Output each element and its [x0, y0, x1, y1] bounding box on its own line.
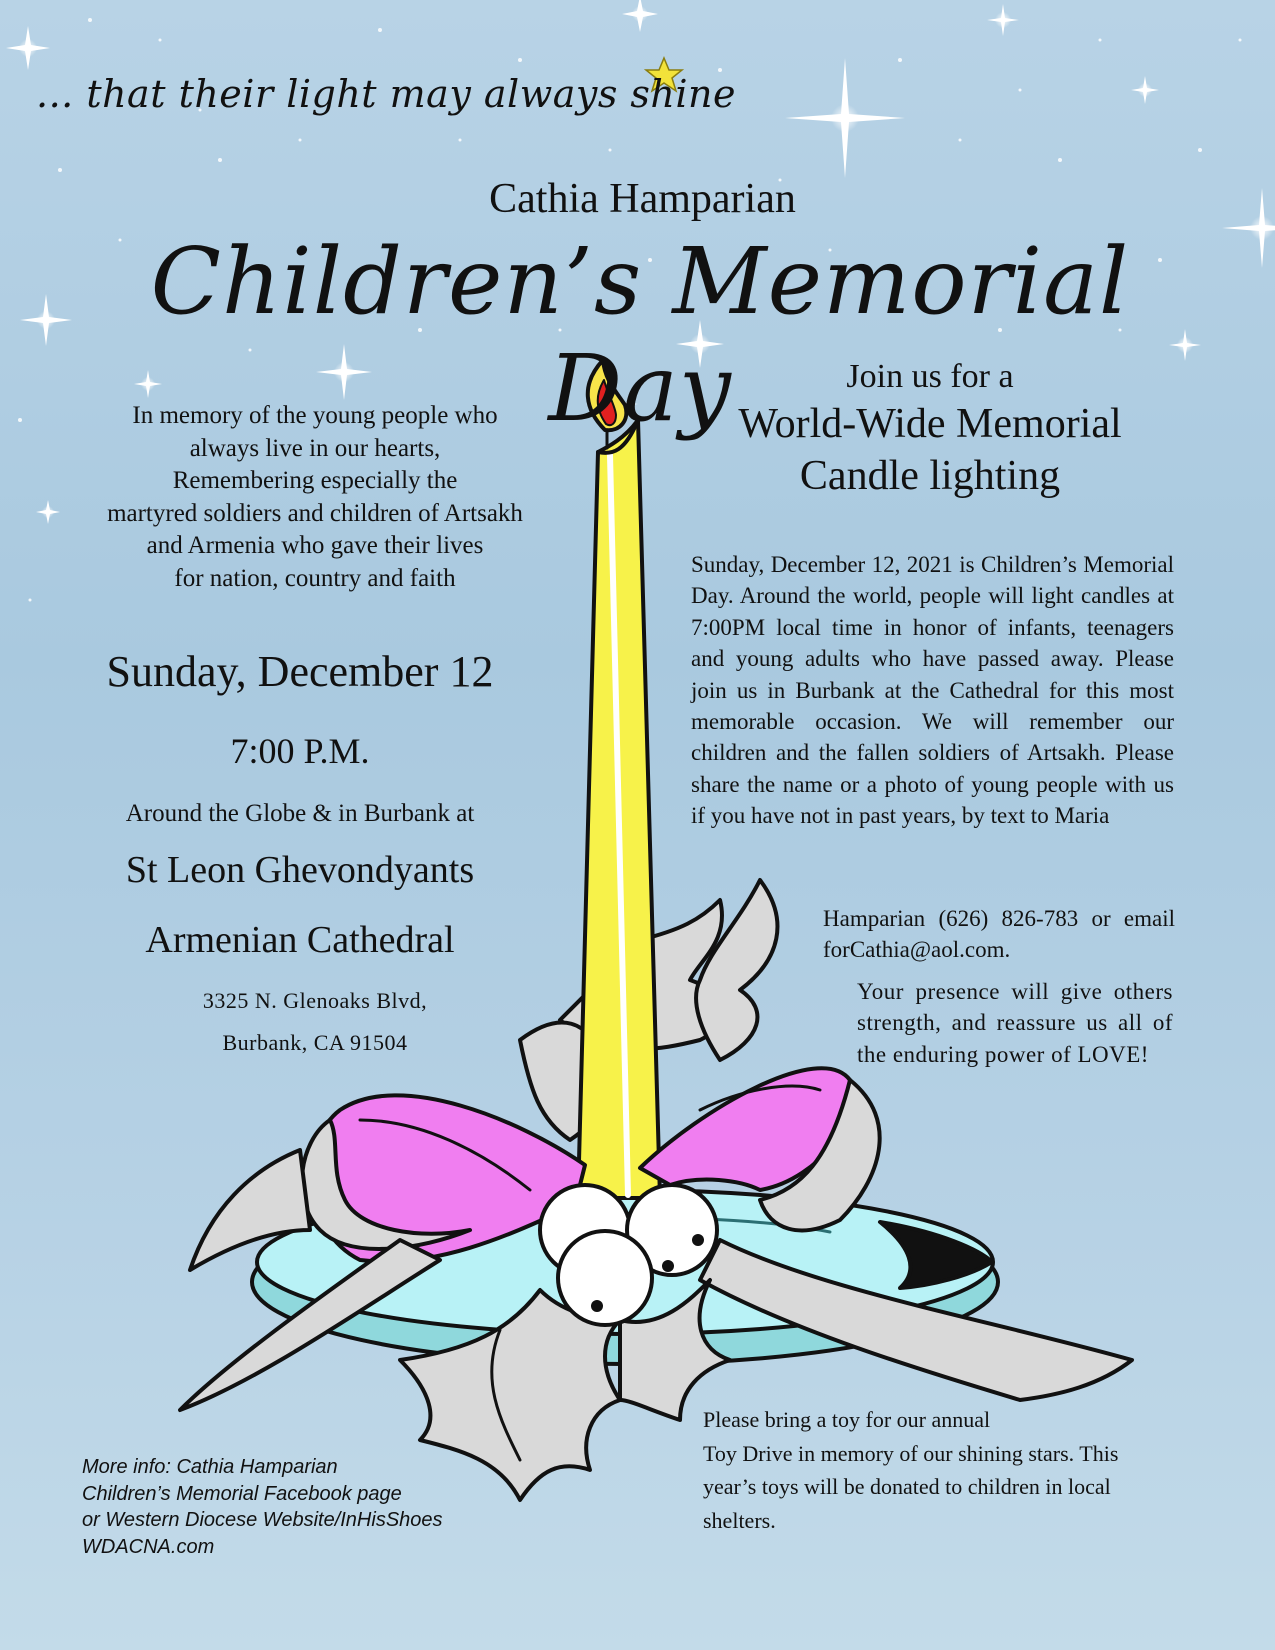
address-street: 3325 N. Glenoaks Blvd, — [202, 988, 428, 1013]
event-description: Sunday, December 12, 2021 is Children’s Memorial Day. Around the world, people will light candles at 7:00PM local time in honor of infants, teenagers and young adults who have passed away. Please join us in Burbank at the Cathedral for this most memorable occasion. We will remember our children and the fallen soldiers of Artsakh. Please share the name or a photo of young people with us if you have not in past years, by text to Maria — [691, 552, 1174, 829]
church-name-line1: St Leon Ghevondyants — [125, 849, 475, 891]
memory-line: always live in our hearts, — [189, 434, 441, 462]
memory-line: for nation, country and faith — [174, 564, 456, 592]
church-name-line2: Armenian Cathedral — [145, 919, 455, 961]
sparkle-icon — [987, 4, 1019, 36]
toy-drive-note — [703, 1403, 1203, 1537]
join-heading-line1: Join us for a — [846, 358, 1014, 395]
more-info-link: WDACNA.com — [82, 1535, 215, 1558]
sparkle-icon — [1131, 76, 1159, 104]
toy-line: year’s toys will be donated to children in local — [703, 1474, 1111, 1499]
join-heading-line2: World-Wide Memorial — [738, 401, 1122, 447]
contact-info: Hamparian (626) 826-783 or email forCathia@aol.com. — [823, 906, 1175, 963]
sparkle-icon — [785, 58, 905, 178]
page-title: Children’s Memorial Day — [150, 228, 1130, 442]
memory-dedication — [50, 400, 580, 595]
memory-line: martyred soldiers and children of Artsakh — [107, 499, 523, 527]
event-date: Sunday, December 12 — [106, 647, 494, 696]
toy-line: Toy Drive in memory of our shining stars. This — [703, 1440, 1119, 1466]
toy-line: Please bring a toy for our annual — [703, 1407, 991, 1432]
event-location-intro: Around the Globe & in Burbank at — [125, 800, 475, 827]
address-city: Burbank, CA 91504 — [222, 1030, 408, 1055]
closing-message: Your presence will give others strength, and reassure us all of the enduring power of LOVE! — [857, 979, 1173, 1067]
more-info-line: Children’s Memorial Facebook page — [82, 1482, 402, 1505]
tagline: ... that their light may always shine — [36, 72, 737, 116]
memory-line: Remembering especially the — [172, 467, 458, 494]
join-heading-line3: Candle lighting — [799, 453, 1061, 499]
more-info — [82, 1454, 502, 1560]
sparkle-icon — [622, 0, 658, 32]
honoree-name: Cathia Hamparian — [489, 176, 796, 222]
more-info-line: or Western Diocese Website/InHisShoes — [82, 1509, 443, 1531]
more-info-line: More info: Cathia Hamparian — [82, 1456, 338, 1478]
event-time: 7:00 P.M. — [230, 731, 370, 771]
memory-line: In memory of the young people who — [132, 402, 498, 429]
toy-line: shelters. — [703, 1507, 776, 1533]
memory-line: and Armenia who gave their lives — [146, 532, 484, 559]
sparkle-icon — [6, 26, 50, 70]
